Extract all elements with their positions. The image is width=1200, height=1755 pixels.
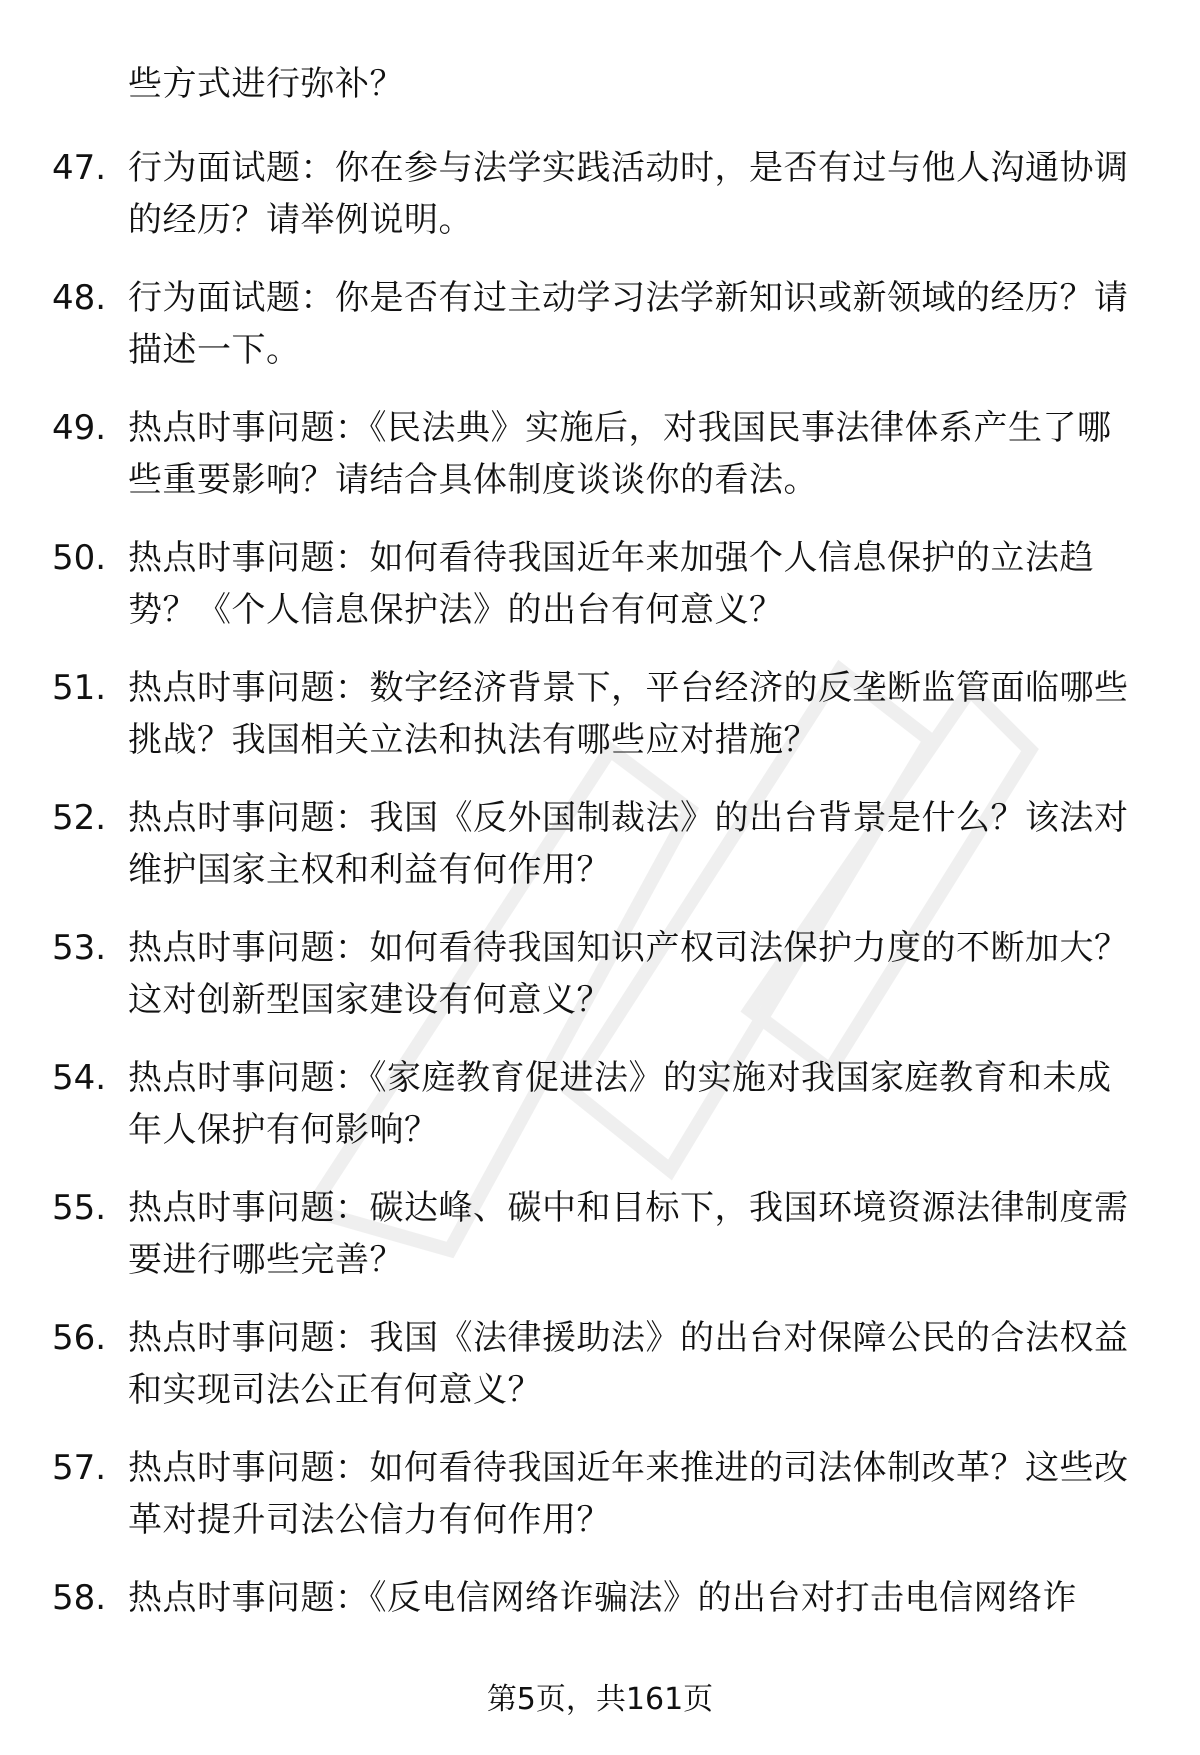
question-item bbox=[52, 1182, 1152, 1286]
question-number: 56. bbox=[52, 1318, 107, 1358]
question-text: 热点时事问题：数字经济背景下，平台经济的反垄断监管面临哪些挑战？我国相关立法和执法有哪些应对措施？ bbox=[128, 668, 1129, 760]
question-text: 热点时事问题：《反电信网络诈骗法》的出台对打击电信网络诈 bbox=[128, 1578, 1077, 1618]
question-number: 48. bbox=[52, 278, 107, 318]
question-item bbox=[52, 1052, 1152, 1156]
question-item bbox=[52, 792, 1152, 896]
question-number: 47. bbox=[52, 148, 107, 188]
question-number: 54. bbox=[52, 1058, 107, 1098]
question-number: 57. bbox=[52, 1448, 107, 1488]
question-number: 53. bbox=[52, 928, 107, 968]
question-item bbox=[52, 532, 1152, 636]
question-item bbox=[52, 662, 1152, 766]
question-number: 51. bbox=[52, 668, 107, 708]
question-text: 行为面试题：你在参与法学实践活动时，是否有过与他人沟通协调的经历？请举例说明。 bbox=[128, 148, 1129, 240]
question-text: 热点时事问题：我国《法律援助法》的出台对保障公民的合法权益和实现司法公正有何意义？ bbox=[128, 1318, 1129, 1410]
question-number: 52. bbox=[52, 798, 107, 838]
question-list bbox=[52, 142, 1152, 1702]
question-item bbox=[52, 1312, 1152, 1416]
question-item bbox=[52, 402, 1152, 506]
question-text: 热点时事问题：如何看待我国近年来加强个人信息保护的立法趋势？《个人信息保护法》的出台有何意义？ bbox=[128, 538, 1094, 630]
question-text: 热点时事问题：《家庭教育促进法》的实施对我国家庭教育和未成年人保护有何影响？ bbox=[128, 1058, 1112, 1150]
page-footer: 第5页，共161页 bbox=[486, 1682, 714, 1717]
question-number: 50. bbox=[52, 538, 107, 578]
question-item bbox=[52, 1442, 1152, 1546]
question-number: 58. bbox=[52, 1578, 107, 1618]
continued-question-text: 些方式进行弥补？ bbox=[128, 64, 404, 104]
question-text: 热点时事问题：如何看待我国近年来推进的司法体制改革？这些改革对提升司法公信力有何作用？ bbox=[128, 1448, 1129, 1540]
question-item bbox=[52, 1572, 1152, 1676]
question-item bbox=[52, 922, 1152, 1026]
question-text: 热点时事问题：碳达峰、碳中和目标下，我国环境资源法律制度需要进行哪些完善？ bbox=[128, 1188, 1129, 1280]
question-text: 热点时事问题：我国《反外国制裁法》的出台背景是什么？该法对维护国家主权和利益有何作用？ bbox=[128, 798, 1129, 890]
question-number: 55. bbox=[52, 1188, 107, 1228]
question-text: 热点时事问题：如何看待我国知识产权司法保护力度的不断加大？这对创新型国家建设有何意义？ bbox=[128, 928, 1129, 1020]
question-text: 行为面试题：你是否有过主动学习法学新知识或新领域的经历？请描述一下。 bbox=[128, 278, 1129, 370]
question-text: 热点时事问题：《民法典》实施后，对我国民事法律体系产生了哪些重要影响？请结合具体制度谈谈你的看法。 bbox=[128, 408, 1112, 500]
question-item bbox=[52, 142, 1152, 246]
question-item bbox=[52, 272, 1152, 376]
question-number: 49. bbox=[52, 408, 107, 448]
